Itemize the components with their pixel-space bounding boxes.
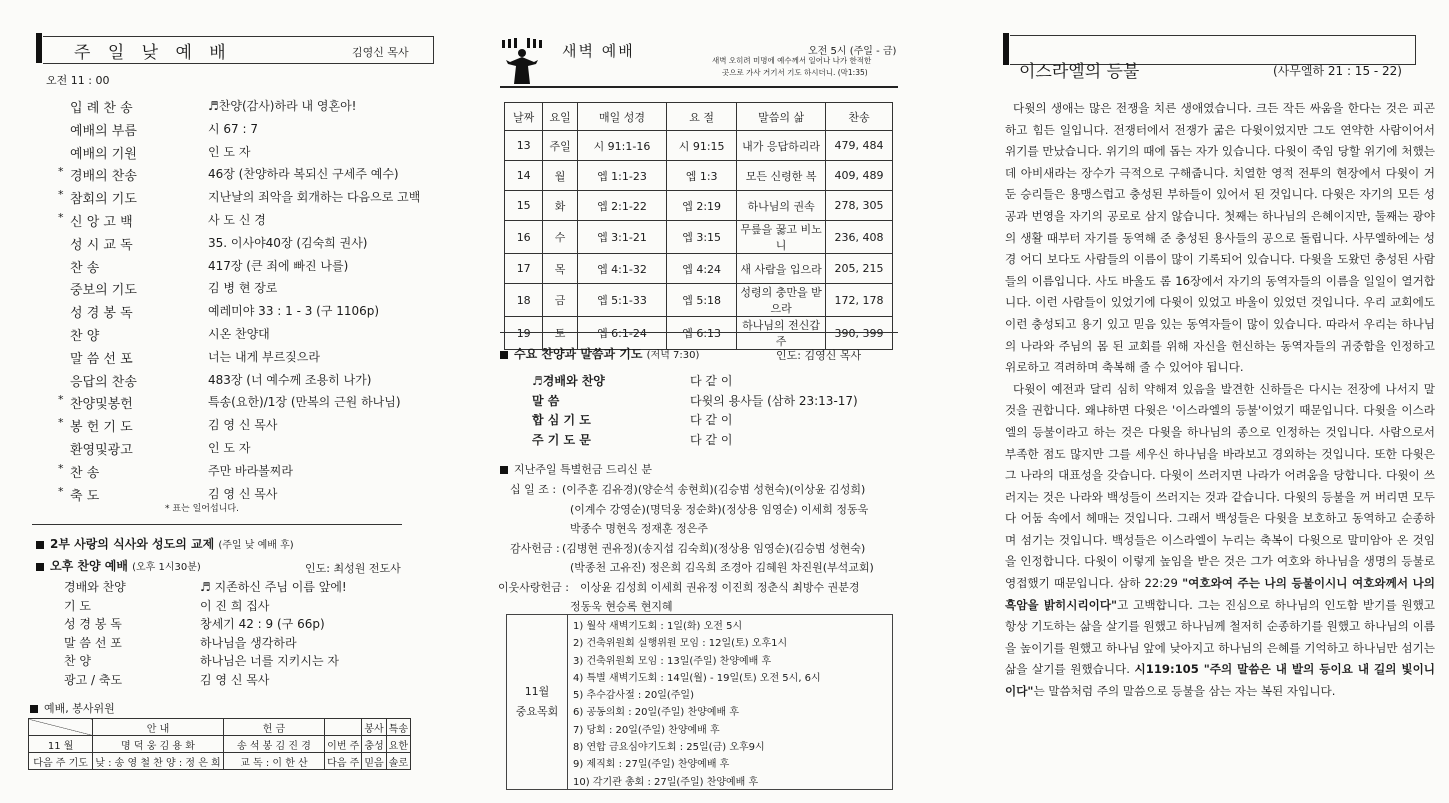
order-item xyxy=(58,325,458,347)
article-title-bar xyxy=(1003,33,1009,65)
dawn-cell: 엡 6:1-24 xyxy=(577,317,666,350)
order-label: 찬 양 xyxy=(70,329,100,344)
wednesday-value: 다 같 이 xyxy=(690,374,733,388)
afternoon-label: 찬 양 xyxy=(64,654,91,669)
next-reading: 교 독 : 이 한 산 xyxy=(223,753,324,770)
article-p2-e: 는 말씀처럼 주의 말씀으로 등불을 삼는 자는 복된 자입니다. xyxy=(1033,684,1336,699)
dawn-cell: 17 xyxy=(505,254,543,284)
article-paragraph-2 xyxy=(1005,379,1435,703)
order-item xyxy=(58,120,458,142)
order-label: 중보의 기도 xyxy=(70,283,137,299)
meetings-box xyxy=(506,614,893,790)
wednesday-leader: 인도: 김영신 목사 xyxy=(776,349,862,362)
part2-title: 2부 사랑의 식사와 성도의 교제 xyxy=(50,537,215,551)
meeting-item: 7) 당회 : 20일(주일) 찬양예배 후 xyxy=(573,724,720,736)
order-value: 김 영 신 목사 xyxy=(208,486,278,501)
order-value: 예레미야 33 : 1 - 3 (구 1106p) xyxy=(208,304,380,319)
page-title: 주 일 낮 예 배 xyxy=(74,43,232,63)
service-group: 충성 xyxy=(362,736,386,753)
order-item xyxy=(58,279,458,301)
this-week: 이번 주 xyxy=(325,736,362,753)
dawn-cell: 19 xyxy=(505,317,543,350)
article-reference: (사무엘하 21 : 15 - 22) xyxy=(1273,64,1402,78)
article-p2-verse: 시119:105 "주의 말씀은 내 발의 등이요 내 길의 빛이니이다" xyxy=(1005,662,1435,699)
dawn-cell: 18 xyxy=(505,284,543,317)
order-label: 성 시 교 독 xyxy=(70,237,133,253)
order-value: 김 영 신 목사 xyxy=(208,418,278,433)
afternoon-item xyxy=(52,671,452,693)
servants-heading xyxy=(30,700,115,716)
dawn-cell: 수 xyxy=(543,221,577,254)
dawn-cell: 16 xyxy=(505,221,543,254)
afternoon-label: 성 경 봉 독 xyxy=(64,617,122,632)
dawn-cell: 236, 408 xyxy=(826,221,893,254)
order-label: 찬양및봉헌 xyxy=(70,397,133,413)
wednesday-item xyxy=(520,431,900,453)
order-label: 찬 송 xyxy=(70,260,100,276)
offering-names: (이계수 강영순)(명덕웅 정순화)(정상용 임영순) 이세희 정동욱 xyxy=(570,502,869,516)
dawn-header: 날짜 xyxy=(505,103,543,131)
order-item xyxy=(58,371,458,393)
dawn-cell: 내가 응답하리라 xyxy=(737,131,826,161)
standing-mark: * xyxy=(58,484,64,498)
bullet-icon xyxy=(36,541,44,549)
order-item xyxy=(58,211,458,233)
dawn-table xyxy=(504,102,893,350)
next-week: 다음 주 xyxy=(325,753,362,770)
dawn-row xyxy=(505,191,893,221)
order-value: 인 도 자 xyxy=(208,441,251,455)
afternoon-heading xyxy=(36,557,201,574)
meeting-item: 3) 건축위원회 모임 : 13일(주일) 찬양예배 후 xyxy=(573,655,772,667)
dawn-cell: 엡 1:3 xyxy=(667,161,737,191)
order-item xyxy=(58,143,458,165)
dawn-header: 요일 xyxy=(543,103,577,131)
order-label: 찬 송 xyxy=(70,465,100,481)
next-service-group: 믿음 xyxy=(362,753,386,770)
offering-names: (박종천 고유진) 정은희 김옥희 조경아 김혜원 차진원(부석교회) xyxy=(570,561,874,574)
dawn-rule xyxy=(500,86,898,88)
bullet-icon xyxy=(36,563,44,571)
order-item xyxy=(58,257,458,279)
wednesday-label: 말 씀 xyxy=(532,393,560,408)
order-value: 너는 내게 부르짖으라 xyxy=(208,349,320,364)
bullet-icon xyxy=(500,351,508,359)
dawn-cell: 새 사람을 입으라 xyxy=(737,254,826,284)
order-item xyxy=(58,188,458,210)
order-label: 신 앙 고 백 xyxy=(70,215,133,230)
wednesday-value: 다윗의 용사들 (삼하 23:13-17) xyxy=(690,393,858,408)
meetings-label xyxy=(507,615,568,789)
row-month: 11 월 xyxy=(29,736,93,753)
dawn-header: 찬송 xyxy=(826,103,893,131)
article-paragraph-1: 다윗의 생애는 많은 전쟁을 치른 생애였습니다. 크든 작든 싸움을 한다는 것은 피곤하고 힘든 일입니다. 전쟁터에서 전쟁가 굶은 다윗이었지만 그도 연약한 사람이어서 위기를 만났습니다. 위기의 때에 돕는 자가 있습니다. 다윗이 죽임 당할 위기에 처했는데 아비새라는 장수가 극적으로 구해줍니다. 치열한 영적 전투의 현장에서 다윗이 거둔 승리들은 용맹스럽고 충성된 부하들이 있어서 된 것입니다. 다윗은 자기의 모든 성공과 번영을 자기의 공로로 삼지 않습니다. 첫째는 하나님의 은혜이지만, 둘째는 광야의 생활 때부터 자기를 동역해 준 충성된 용사들의 공으로 돌립니다. 사무엘하에는 성경 어디 보다도 사람들의 이름이 많이 기록되어 있습니다. 다윗을 도왔던 충성된 사람들의 이름입니다. 사도 바울도 롬 16장에서 자기의 동역자들의 이름을 일일이 열거합니다. 이런 사람들이 있었기에 다윗이 있었고 바울이 있었던 것입니다. 우리 교회에도 이런 충성되고 용기 있고 믿음 있는 동역자들이 많이 있습니다. 따라서 우리는 하나님의 나라와 주님의 몸 된 교회를 위해 자신을 헌신하는 동역자들의 귀중함을 인정하고 위로하고 격려하며 축복해 줄 수 있어야 됩니다. xyxy=(1005,101,1435,375)
servants-table xyxy=(28,718,411,770)
bullet-icon xyxy=(30,705,38,713)
meeting-item: 9) 제직회 : 27일(주일) 찬양예배 후 xyxy=(573,759,730,771)
meetings-items xyxy=(573,618,821,791)
dawn-verse-2: 곳으로 가사 거기서 기도 하시더니. (막1:35) xyxy=(722,68,868,77)
order-item xyxy=(58,462,458,484)
wednesday-label: ♬경배와 찬양 xyxy=(532,374,605,388)
dawn-cell: 목 xyxy=(543,254,577,284)
meeting-item: 10) 각기관 총회 : 27일(주일) 찬양예배 후 xyxy=(573,776,759,788)
offering-names: 송 석 봉 김 진 경 xyxy=(223,736,324,753)
afternoon-label: 기 도 xyxy=(64,598,91,613)
dawn-cell: 엡 4:24 xyxy=(667,254,737,284)
order-label: 환영및광고 xyxy=(70,443,133,458)
meeting-item: 1) 월삭 새벽기도회 : 1일(화) 오전 5시 xyxy=(573,621,743,632)
dawn-cell: 172, 178 xyxy=(826,284,893,317)
worship-column xyxy=(0,0,470,803)
meeting-item: 6) 공동의회 : 20일(주일) 찬양예배 후 xyxy=(573,707,739,719)
meeting-item: 4) 특별 새벽기도회 : 14일(월) - 19일(토) 오전 5시, 6시 xyxy=(573,672,821,684)
order-item xyxy=(58,234,458,256)
wednesday-heading xyxy=(500,345,699,362)
standing-mark: * xyxy=(58,211,64,224)
dawn-cell: 엡 6:13 xyxy=(667,317,737,350)
title-bar-left xyxy=(36,33,42,63)
dawn-row xyxy=(505,254,893,284)
dawn-cell: 월 xyxy=(543,161,577,191)
order-value: 시 67 : 7 xyxy=(208,121,258,136)
order-label: 말 씀 선 포 xyxy=(70,351,133,367)
order-value: 사 도 신 경 xyxy=(208,213,266,227)
order-label: 응답의 찬송 xyxy=(70,374,137,390)
order-label: 경배의 찬송 xyxy=(70,169,137,185)
afternoon-value: 하나님을 생각하라 xyxy=(200,635,297,650)
part2-heading xyxy=(36,535,294,552)
dawn-title: 새벽 예배 xyxy=(562,42,635,60)
offering-label: 십 일 조 : xyxy=(510,483,557,496)
order-value: 483장 (너 예수께 조용히 나가) xyxy=(208,372,372,387)
order-value: 46장 (찬양하라 복되신 구세주 예수) xyxy=(208,167,399,182)
dawn-header: 요 절 xyxy=(667,103,737,131)
wednesday-time: (저녁 7:30) xyxy=(646,350,700,361)
dawn-row xyxy=(505,221,893,254)
order-label: 예배의 부름 xyxy=(70,123,137,139)
dawn-header: 매일 성경 xyxy=(577,103,666,131)
dawn-column xyxy=(470,0,900,803)
header-empty xyxy=(325,719,362,736)
dawn-cell: 14 xyxy=(505,161,543,191)
dawn-cell: 엡 5:18 xyxy=(667,284,737,317)
order-label: 성 경 봉 독 xyxy=(70,306,133,322)
header-service: 봉사 xyxy=(362,719,386,736)
dawn-cell: 무릎을 꿇고 비노니 xyxy=(737,221,826,254)
bullet-icon xyxy=(500,466,508,474)
order-value: 지난날의 죄악을 회개하는 다음으로 고백 xyxy=(208,190,421,205)
order-item xyxy=(58,439,458,461)
afternoon-title: 오후 찬양 예배 xyxy=(50,559,128,573)
dawn-cell: 하나님의 전신갑주 xyxy=(737,317,826,350)
dawn-cell: 13 xyxy=(505,131,543,161)
order-value: 김 병 현 장로 xyxy=(208,281,278,296)
standing-mark: * xyxy=(58,461,64,475)
standing-mark: * xyxy=(58,393,64,407)
article-body xyxy=(1005,98,1435,703)
order-item xyxy=(58,393,458,415)
preacher: 김영신 목사 xyxy=(352,46,409,59)
order-item xyxy=(58,302,458,324)
order-label: 예배의 기원 xyxy=(70,146,137,162)
dawn-cell: 205, 215 xyxy=(826,254,893,284)
dawn-cell: 하나님의 권속 xyxy=(737,191,826,221)
afternoon-label: 광고 / 축도 xyxy=(64,673,123,687)
order-value: 주만 바라볼찌라 xyxy=(208,463,293,478)
wednesday-label: 합 심 기 도 xyxy=(532,413,591,428)
article-p2-c: 고 고백합니다. 그는 진심으로 하나님의 인도함 받기를 원했고 항상 기도하는 삶을 살기를 원했고 하나님께 철저히 순종하기를 원했고 하나님의 이름을 높이기를 원했고 하나님 앞에 낮아지고 하나님의 은혜를 기억하고 하나님만 섬기는 삶을 살기를 원했습니다. xyxy=(1005,597,1436,677)
afternoon-value: 이 진 희 집사 xyxy=(200,598,270,613)
dawn-cell: 엡 2:19 xyxy=(667,191,737,221)
afternoon-value: 창세기 42 : 9 (구 66p) xyxy=(200,617,325,632)
ushers-names: 명 덕 웅 김 용 화 xyxy=(93,736,223,753)
servants-title: 예배, 봉사위원 xyxy=(44,702,115,715)
dawn-row xyxy=(505,131,893,161)
meeting-item: 5) 추수감사절 : 20일(주일) xyxy=(573,690,694,702)
meeting-item: 2) 건축위원회 실행위원 모임 : 12일(토) 오후1시 xyxy=(573,638,788,650)
standing-mark: * xyxy=(58,165,64,179)
praying-figure-icon xyxy=(500,38,544,86)
order-item xyxy=(58,485,458,507)
offering-names: 이상윤 김성희 이세희 권유정 이진희 정춘식 최방수 권분경 xyxy=(580,580,860,594)
order-value: ♬찬양(감사)하라 내 영혼아! xyxy=(208,99,357,113)
part2-sub: (주일 낮 예배 후) xyxy=(218,540,294,551)
order-label: 축 도 xyxy=(70,488,100,504)
divider xyxy=(32,524,402,525)
order-value: 417장 (큰 죄에 빠진 나를) xyxy=(208,258,349,273)
dawn-cell: 엡 3:1-21 xyxy=(577,221,666,254)
header-diagonal-cell xyxy=(29,719,93,736)
meetings-title: 중요목회 xyxy=(515,705,559,718)
afternoon-value: ♬ 지존하신 주님 이름 앞에! xyxy=(200,580,347,594)
special-song: 요한 xyxy=(386,736,410,753)
header-special: 특송 xyxy=(386,719,410,736)
order-item xyxy=(58,97,458,119)
header-ushers: 안 내 xyxy=(93,719,223,736)
order-value: 특송(요한)/1장 (만복의 근원 하나님) xyxy=(208,395,401,410)
dawn-cell: 주일 xyxy=(543,131,577,161)
wednesday-label: 주 기 도 문 xyxy=(532,432,591,447)
offering-names: 박종수 명현옥 정재훈 정은주 xyxy=(570,522,709,535)
standing-mark: * xyxy=(58,188,64,202)
dawn-cell: 390, 399 xyxy=(826,317,893,350)
afternoon-label: 경배와 찬양 xyxy=(64,580,126,594)
meetings-month: 11월 xyxy=(524,685,550,698)
dawn-verse-1: 새벽 오히려 미명에 예수께서 일어나 나가 한적한 xyxy=(712,56,872,65)
header-offering: 헌 금 xyxy=(223,719,324,736)
offering-names: (이주훈 김유경)(양순석 송현희)(김승범 성현숙)(이상윤 김성희) xyxy=(562,483,866,496)
article-p2-quote: "여호와여 주는 나의 등불이시니 여호와께서 나의 흑암을 밝히시리이다" xyxy=(1005,576,1435,612)
next-special-song: 솔로 xyxy=(386,753,410,770)
dawn-time: 오전 5시 (주일 - 금) xyxy=(808,46,897,57)
article-p2-a: 다윗이 예전과 달리 심히 약해져 있음을 발견한 신하들은 다시는 전장에 나서지 말 것을 권합니다. 왜냐하면 다윗은 '이스라엘의 등불'이었기 때문입니다. 다윗을 이스라엘의 등불이라고 하는 것은 다윗을 하나님의 종으로 인정하는 것입니다. 사람으로서 부족한 점도 많지만 그를 세우신 하나님을 바라보고 경외하는 것입니다. 또한 다윗은 그 나라의 대표성을 갖습니다. 다윗이 쓰러지면 나라가 어려움을 당합니다. 다윗이 쓰러지는 것은 나라와 백성들이 쓰러지는 것과 같습니다. 다윗의 등불을 꺼 버리면 모두 다 어둠 속에서 헤매는 것입니다. 그래서 백성들은 다윗을 보호하고 동역하고 순종하며 섬기는 것입니다. 백성들은 이스라엘이 누리는 축복이 다윗으로 말미암아 온 것임을 인정합니다. 다윗이 이렇게 높임을 받은 것은 그가 여호와 하나님을 생명의 등불로 영접했기 때문입니다. 삼하 22:29 xyxy=(1005,381,1435,591)
afternoon-label: 말 씀 선 포 xyxy=(64,635,122,650)
afternoon-leader: 인도: 최성원 전도사 xyxy=(305,562,401,575)
dawn-cell: 409, 489 xyxy=(826,161,893,191)
standing-note: * 표는 일어섭니다. xyxy=(165,504,239,514)
order-label: 봉 헌 기 도 xyxy=(70,420,133,436)
next-prayer-praise: 낮 : 송 영 철 찬 양 : 정 은 희 xyxy=(93,753,223,770)
offering-heading xyxy=(500,461,652,477)
wednesday-value: 다 같 이 xyxy=(690,432,733,447)
offering-names: (김병현 권유정)(송지섭 김숙희)(정상용 임영순)(김승범 성현숙) xyxy=(562,541,866,555)
dawn-cell: 엡 4:1-32 xyxy=(577,254,666,284)
dawn-cell: 엡 3:15 xyxy=(667,221,737,254)
dawn-cell: 토 xyxy=(543,317,577,350)
worship-time: 오전 11 : 00 xyxy=(46,74,110,87)
afternoon-time: (오후 1시30분) xyxy=(132,562,201,573)
order-value: 35. 이사야40장 (김숙희 권사) xyxy=(208,235,368,250)
order-item xyxy=(58,416,458,438)
next-prayer-label: 다음 주 기도 xyxy=(29,753,93,770)
dawn-cell: 엡 5:1-33 xyxy=(577,284,666,317)
order-item xyxy=(58,165,458,187)
offering-label: 이웃사랑헌금 : xyxy=(498,580,569,594)
dawn-cell: 278, 305 xyxy=(826,191,893,221)
offering-label: 감사헌금 : xyxy=(510,541,560,555)
article-column xyxy=(985,0,1449,803)
dawn-cell: 성령의 충만을 받으라 xyxy=(737,284,826,317)
order-label: 참회의 기도 xyxy=(70,192,137,208)
order-item xyxy=(58,348,458,370)
afternoon-value: 하나님은 너를 지키시는 자 xyxy=(200,654,339,669)
divider xyxy=(500,332,898,333)
dawn-cell: 모든 신령한 복 xyxy=(737,161,826,191)
offering-title: 지난주일 특별헌금 드리신 분 xyxy=(514,463,653,476)
dawn-cell: 시 91:15 xyxy=(667,131,737,161)
dawn-cell: 화 xyxy=(543,191,577,221)
dawn-cell: 시 91:1-16 xyxy=(577,131,666,161)
meeting-item: 8) 연합 금요심야기도회 : 25일(금) 오후9시 xyxy=(573,742,765,754)
afternoon-value: 김 영 신 목사 xyxy=(200,673,270,687)
order-value: 시온 찬양대 xyxy=(208,327,270,341)
dawn-cell: 금 xyxy=(543,284,577,317)
dawn-cell: 엡 2:1-22 xyxy=(577,191,666,221)
order-value: 인 도 자 xyxy=(208,144,251,159)
wednesday-value: 다 같 이 xyxy=(690,413,733,428)
standing-mark: * xyxy=(58,416,64,430)
dawn-header: 말씀의 삶 xyxy=(737,103,826,131)
dawn-cell: 479, 484 xyxy=(826,131,893,161)
dawn-row xyxy=(505,161,893,191)
dawn-cell: 엡 1:1-23 xyxy=(577,161,666,191)
offering-names: 정동욱 현승록 현지혜 xyxy=(570,600,673,613)
dawn-cell: 15 xyxy=(505,191,543,221)
article-title: 이스라엘의 등불 xyxy=(1019,62,1140,82)
wednesday-title: 수요 찬양과 말씀과 기도 xyxy=(514,347,643,361)
dawn-row xyxy=(505,284,893,317)
order-label: 입 례 찬 송 xyxy=(70,101,133,116)
